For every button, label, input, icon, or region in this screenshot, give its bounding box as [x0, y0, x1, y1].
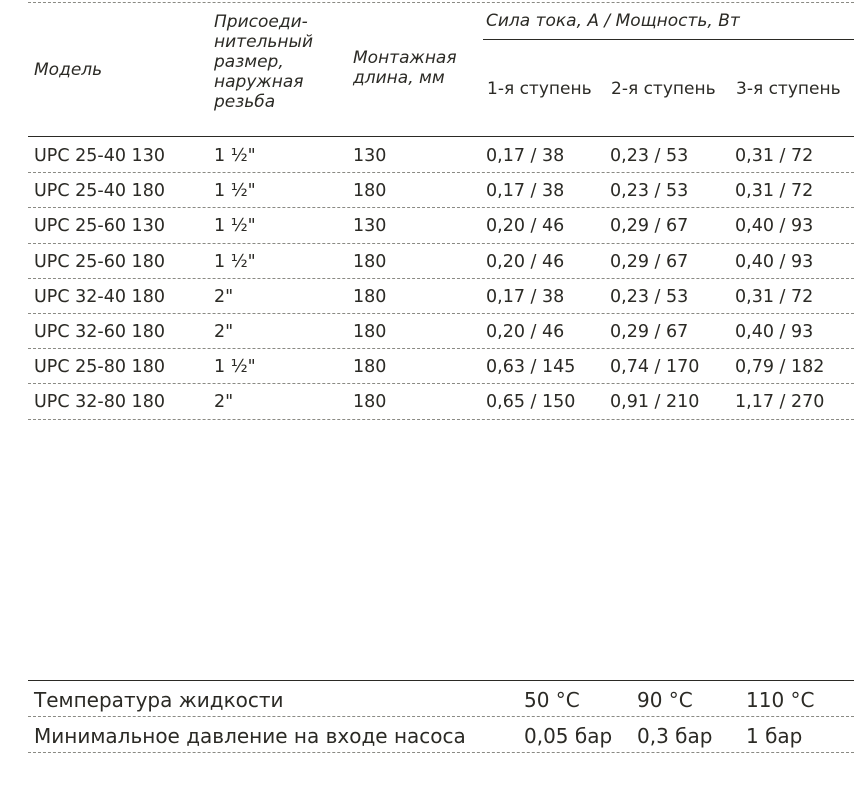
cell-model: UPC 32-40 180: [34, 286, 165, 307]
cell-stage-3: 0,79 / 182: [735, 357, 825, 378]
table-row: [28, 208, 854, 243]
conditions-row-pressure: [28, 717, 854, 753]
cell-stage-2: 0,23 / 53: [610, 146, 689, 166]
cell-length: 180: [353, 181, 387, 202]
condition-value-2: 90 °C: [637, 688, 693, 712]
condition-value-1: 50 °C: [524, 688, 580, 712]
cell-connection: 1 ½": [214, 216, 256, 237]
cell-stage-2: 0,29 / 67: [610, 321, 689, 342]
cell-stage-1: 0,17 / 38: [486, 146, 565, 166]
cell-length: 130: [353, 216, 387, 237]
cell-stage-3: 0,31 / 72: [735, 146, 814, 166]
cell-stage-1: 0,20 / 46: [486, 321, 565, 342]
table-row: [28, 314, 854, 349]
cell-stage-2: 0,74 / 170: [610, 357, 700, 378]
cell-stage-1: 0,17 / 38: [486, 181, 565, 202]
cell-connection: 2": [214, 321, 234, 342]
cell-stage-2: 0,23 / 53: [610, 181, 689, 202]
table-row: [28, 349, 854, 384]
cell-stage-2: 0,91 / 210: [610, 392, 700, 413]
cell-stage-3: 0,40 / 93: [735, 216, 814, 237]
cell-length: 180: [353, 286, 387, 307]
cell-connection: 2": [214, 286, 234, 307]
cell-length: 180: [353, 251, 387, 272]
cell-connection: 1 ½": [214, 357, 256, 378]
table-row: [28, 279, 854, 314]
cell-connection: 1 ½": [214, 181, 256, 202]
table-row: [28, 244, 854, 279]
cell-stage-2: 0,29 / 67: [610, 216, 689, 237]
cell-stage-3: 0,40 / 93: [735, 251, 814, 272]
header-stage-1: 1-я ступень: [487, 79, 592, 99]
header-model: Модель: [34, 60, 103, 80]
cell-model: UPC 25-80 180: [34, 357, 165, 378]
cell-stage-3: 0,31 / 72: [735, 181, 814, 202]
table-body: [28, 138, 854, 420]
cell-length: 180: [353, 392, 387, 413]
table-row: [28, 138, 854, 173]
cell-model: UPC 25-40 130: [34, 146, 165, 166]
cell-connection: 1 ½": [214, 251, 256, 272]
header-mounting-length: Монтажная длина, мм: [353, 48, 457, 88]
cell-stage-1: 0,20 / 46: [486, 251, 565, 272]
cell-length: 180: [353, 321, 387, 342]
condition-value-3: 1 бар: [746, 724, 803, 748]
cell-model: UPC 25-60 130: [34, 216, 165, 237]
condition-label: Температура жидкости: [34, 688, 284, 712]
cell-length: 130: [353, 146, 387, 166]
header-current-power: Сила тока, А / Мощность, Вт: [486, 11, 740, 31]
cell-connection: 1 ½": [214, 146, 256, 166]
cell-stage-1: 0,65 / 150: [486, 392, 576, 413]
cell-connection: 2": [214, 392, 234, 413]
table-row: [28, 384, 854, 419]
cell-model: UPC 25-60 180: [34, 251, 165, 272]
cell-stage-2: 0,29 / 67: [610, 251, 689, 272]
header-stage-3: 3-я ступень: [736, 79, 841, 99]
cell-stage-3: 0,31 / 72: [735, 286, 814, 307]
header-group-divider: [483, 39, 854, 40]
cell-stage-1: 0,63 / 145: [486, 357, 576, 378]
operating-conditions-table: [28, 680, 854, 753]
cell-stage-1: 0,20 / 46: [486, 216, 565, 237]
table-header: [28, 0, 854, 138]
cell-stage-3: 0,40 / 93: [735, 321, 814, 342]
cell-model: UPC 32-80 180: [34, 392, 165, 413]
cell-stage-3: 1,17 / 270: [735, 392, 825, 413]
header-connection-size: Присоеди- нительный размер, наружная резьба: [214, 12, 313, 112]
header-stage-2: 2-я ступень: [611, 79, 716, 99]
cell-model: UPC 25-40 180: [34, 181, 165, 202]
header-top-divider: [28, 2, 854, 3]
condition-value-1: 0,05 бар: [524, 724, 613, 748]
cell-length: 180: [353, 357, 387, 378]
condition-label: Минимальное давление на входе насоса: [34, 724, 466, 748]
table-row: [28, 173, 854, 208]
header-bottom-divider: [28, 136, 854, 137]
cell-stage-2: 0,23 / 53: [610, 286, 689, 307]
condition-value-3: 110 °C: [746, 688, 815, 712]
cell-stage-1: 0,17 / 38: [486, 286, 565, 307]
cell-model: UPC 32-60 180: [34, 321, 165, 342]
condition-value-2: 0,3 бар: [637, 724, 713, 748]
conditions-row-temperature: [28, 681, 854, 717]
